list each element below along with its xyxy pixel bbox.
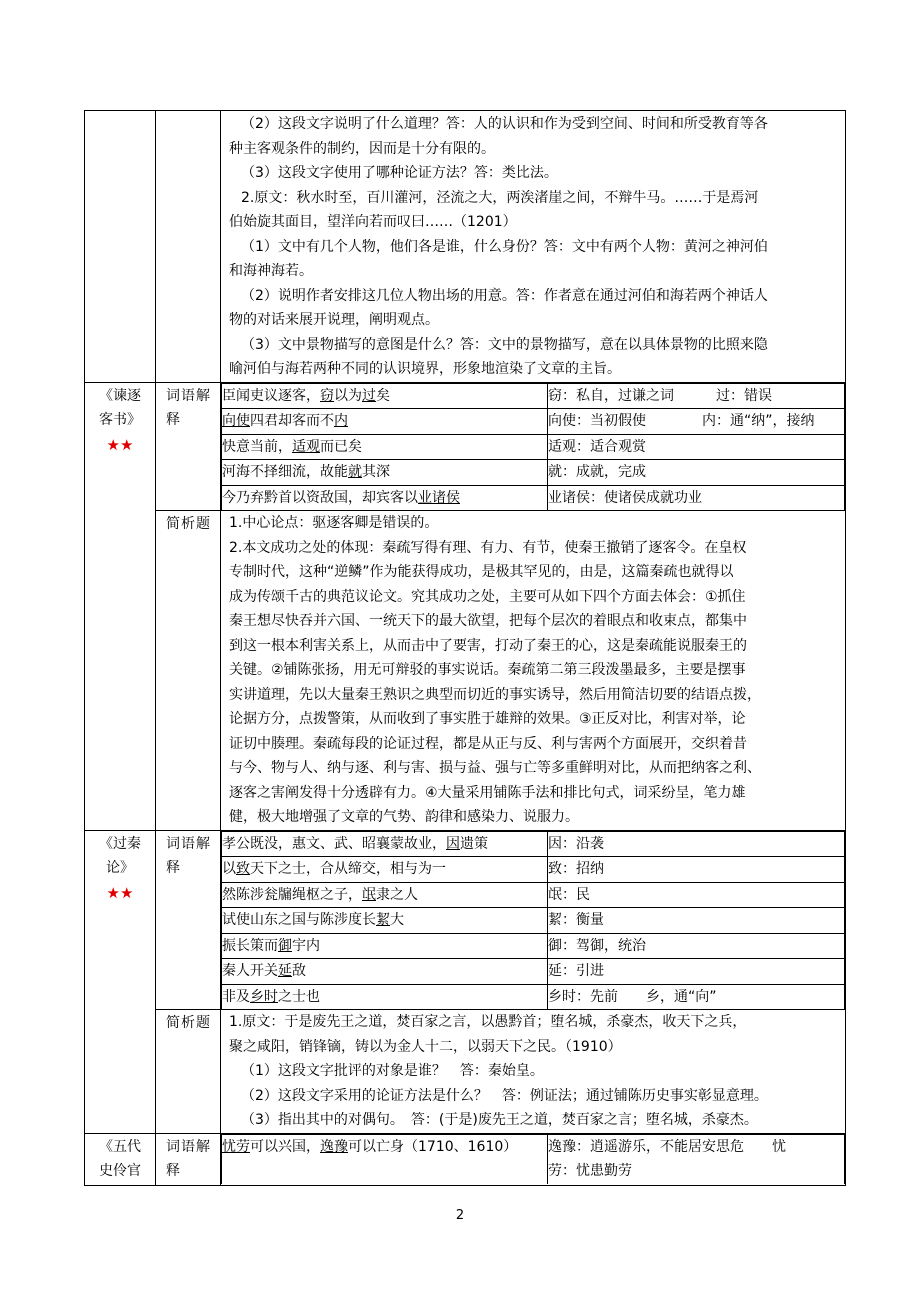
section-title: 《谏逐 xyxy=(99,387,141,404)
text-line: （1）文中有几个人物，他们各是谁，什么身份？答：文中有两个人物：黄河之神河伯 xyxy=(241,238,768,255)
analysis-label: 简析题 xyxy=(166,516,211,532)
vocab-row xyxy=(222,933,845,959)
text-line: （2）说明作者安排这几位人物出场的用意。答：作者意在通过河伯和海若两个神话人 xyxy=(241,287,768,304)
vocab-row xyxy=(222,908,845,934)
text-line: 到这一根本利害关系上，从而击中了要害，打动了秦王的心，这是秦疏能说服秦王的 xyxy=(229,637,747,654)
section-title: 《过秦 xyxy=(99,835,141,852)
section-guoqinlun-analysis-row xyxy=(85,1010,846,1134)
vocab-sentence: 河海不择细流，故能就其深 xyxy=(222,460,548,486)
vocab-definition: 因：沿袭 xyxy=(548,831,845,857)
text-line: 专制时代，这种“逆鳞”作为能获得成功，是极其罕见的，由是，这篇秦疏也就得以 xyxy=(229,564,734,580)
text-line: 种主客观条件的制约，因而是十分有限的。 xyxy=(229,140,495,157)
text-line: 和海神海若。 xyxy=(229,263,313,279)
section-title: 客书》 xyxy=(99,412,141,428)
vocab-label-cell xyxy=(156,1133,221,1185)
text-line: 健，极大地增强了文章的气势、韵律和感染力、说服力。 xyxy=(229,809,579,825)
vocab-definition: 致：招纳 xyxy=(548,857,845,883)
vocab-definition: 适观：适合观赏 xyxy=(548,434,845,460)
analysis-label-cell xyxy=(156,511,221,831)
vocab-row xyxy=(222,485,845,510)
text-line: （3）指出其中的对偶句。 答：(于是)废先王之道，焚百家之言；堕名城，杀豪杰。 xyxy=(241,1112,758,1128)
section-title: 史伶官 xyxy=(99,1163,141,1179)
text-line: （2）这段文字采用的论证方法是什么？ 答：例证法；通过铺陈历史事实彰显意理。 xyxy=(241,1087,768,1104)
text-line: 秦王想尽快吞并六国、一统天下的最大欲望，把每个层次的着眼点和收束点，都集中 xyxy=(229,613,747,629)
vocab-sentence: 以致天下之士，合从缔交，相与为一 xyxy=(222,857,548,883)
text-line: 证切中腠理。秦疏每段的论证过程，都是从正与反、利与害两个方面展开，交织着昔 xyxy=(229,735,747,752)
section-title: 论》 xyxy=(106,860,134,876)
text-line: 实讲道理，先以大量秦王熟识之典型而切近的事实诱导，然后用简洁切要的结语点拨， xyxy=(229,686,761,703)
section-title-cell xyxy=(85,830,156,1133)
vocab-row xyxy=(222,434,845,460)
vocab-sentence: 秦人开关延敌 xyxy=(222,959,548,985)
text-line: 论据方分，点拨警策，从而收到了事实胜于雄辩的效果。③正反对比，利害对举，论 xyxy=(229,711,746,727)
vocab-table xyxy=(221,1134,845,1184)
vocab-definition: 氓：民 xyxy=(548,882,845,908)
vocab-row xyxy=(222,831,845,857)
text-line: 关键。②铺陈张扬，用无可辩驳的事实说话。秦疏第二第三段泼墨最多，主要是摆事 xyxy=(229,662,746,678)
vocab-row xyxy=(222,882,845,908)
vocab-definition: 御：驾御，统治 xyxy=(548,933,845,959)
vocab-sentence: 非及乡时之士也 xyxy=(222,984,548,1009)
empty-label-cell xyxy=(156,111,221,383)
text-line: （1）这段文字批评的对象是谁？ 答：秦始皇。 xyxy=(241,1063,544,1079)
text-line: 与今、物与人、纳与逐、利与害、损与益、强与亡等多重鲜明对比，从而把纳客之利、 xyxy=(229,760,761,776)
star-rating: ★★ xyxy=(106,435,134,454)
vocab-sentence: 快意当前，适观而已矣 xyxy=(222,434,548,460)
section-jianzhukeshu-vocab-row xyxy=(85,382,846,511)
continued-row xyxy=(85,111,846,383)
text-line: 逐客之害阐发得十分透辟有力。④大量采用铺陈手法和排比句式，词采纷呈，笔力雄 xyxy=(229,784,746,801)
text-line: 物的对话来展开说理，阐明观点。 xyxy=(229,312,439,328)
vocab-label-cell xyxy=(156,830,221,1010)
vocab-cell xyxy=(221,830,846,1010)
vocab-sentence: 然陈涉瓮牖绳枢之子，氓隶之人 xyxy=(222,882,548,908)
vocab-row xyxy=(222,460,845,486)
text-line: 成为传颂千古的典范议论文。究其成功之处，主要可从如下四个方面去体会：①抓住 xyxy=(229,588,746,605)
vocab-sentence: 振长策而御宇内 xyxy=(222,933,548,959)
vocab-definition: 业诸侯：使诸侯成就功业 xyxy=(548,485,845,510)
vocab-label: 释 xyxy=(166,412,181,428)
vocab-row xyxy=(222,959,845,985)
vocab-cell xyxy=(221,1133,846,1185)
text-line: 1.原文：于是废先王之道，焚百家之言，以愚黔首；堕名城，杀豪杰，收天下之兵， xyxy=(229,1014,747,1030)
star-rating: ★★ xyxy=(106,883,134,902)
vocab-sentence: 今乃弃黔首以资敌国，却宾客以业诸侯 xyxy=(222,485,548,510)
vocab-sentence: 孝公既没，惠文、武、昭襄蒙故业，因遗策 xyxy=(222,831,548,857)
page-number: 2 xyxy=(455,1208,465,1223)
analysis-label: 简析题 xyxy=(166,1015,211,1031)
notes-table xyxy=(84,110,846,1186)
text-line: 伯始旋其面目，望洋向若而叹曰……（1201） xyxy=(229,214,517,230)
empty-title-cell xyxy=(85,111,156,383)
vocab-sentence: 向使四君却客而不内 xyxy=(222,409,548,435)
vocab-row xyxy=(222,409,845,435)
vocab-definition: 就：成就，完成 xyxy=(548,460,845,486)
section-title-cell xyxy=(85,1133,156,1185)
text-line: 2.本文成功之处的体现：秦疏写得有理、有力、有节，使秦王撤销了逐客令。在皇权 xyxy=(229,539,747,556)
text-line: （2）这段文字说明了什么道理？答：人的认识和作为受到空间、时间和所受教育等各 xyxy=(241,116,768,132)
vocab-label: 释 xyxy=(166,1163,181,1179)
section-title-cell xyxy=(85,382,156,830)
section-jianzhukeshu-analysis-row xyxy=(85,511,846,831)
vocab-sentence: 忧劳可以兴国，逸豫可以亡身（1710、1610） xyxy=(222,1134,548,1184)
vocab-row xyxy=(222,984,845,1009)
vocab-table xyxy=(221,383,845,511)
vocab-sentence: 臣闻吏议逐客，窃以为过矣 xyxy=(222,383,548,409)
text-line: 聚之咸阳，销锋镝，铸以为金人十二，以弱天下之民。（1910） xyxy=(229,1038,622,1055)
vocab-definition: 向使：当初假使 内：通“纳”，接纳 xyxy=(548,409,845,435)
vocab-definition: 窃：私自，过谦之词 过：错误 xyxy=(548,383,845,409)
vocab-label: 释 xyxy=(166,860,181,876)
vocab-row xyxy=(222,1134,845,1184)
section-wudaishi-vocab-row xyxy=(85,1133,846,1185)
vocab-label: 词语解 xyxy=(166,1138,211,1155)
vocab-label: 词语解 xyxy=(166,387,211,404)
vocab-definition: 乡时：先前 乡，通“向” xyxy=(548,984,845,1009)
vocab-definition: 延：引进 xyxy=(548,959,845,985)
vocab-cell xyxy=(221,382,846,511)
text-line: （3）这段文字使用了哪种论证方法？答：类比法。 xyxy=(241,165,558,181)
text-line: 1.中心论点：驱逐客卿是错误的。 xyxy=(229,515,439,531)
vocab-row xyxy=(222,857,845,883)
vocab-sentence: 试使山东之国与陈涉度长絜大 xyxy=(222,908,548,934)
vocab-table xyxy=(221,831,845,1010)
vocab-row xyxy=(222,383,845,409)
vocab-label: 词语解 xyxy=(166,835,211,852)
vocab-label-cell xyxy=(156,382,221,511)
vocab-definition: 絜：衡量 xyxy=(548,908,845,934)
text-line: （3）文中景物描写的意图是什么？答：文中的景物描写，意在以具体景物的比照来隐 xyxy=(241,336,768,353)
text-line: 喻河伯与海若两种不同的认识境界，形象地渲染了文章的主旨。 xyxy=(229,361,621,377)
section-guoqinlun-vocab-row xyxy=(85,830,846,1010)
vocab-definition: 逸豫：逍遥游乐，不能居安思危 忧 劳：忧患勤劳 xyxy=(548,1134,845,1184)
text-line: 2.原文：秋水时至，百川灌河，泾流之大，两涘渚崖之间，不辩牛马。……于是焉河 xyxy=(241,189,759,206)
continued-content xyxy=(221,111,846,383)
analysis-cell xyxy=(221,511,846,831)
section-title: 《五代 xyxy=(99,1138,141,1155)
analysis-cell xyxy=(221,1010,846,1134)
analysis-label-cell xyxy=(156,1010,221,1134)
